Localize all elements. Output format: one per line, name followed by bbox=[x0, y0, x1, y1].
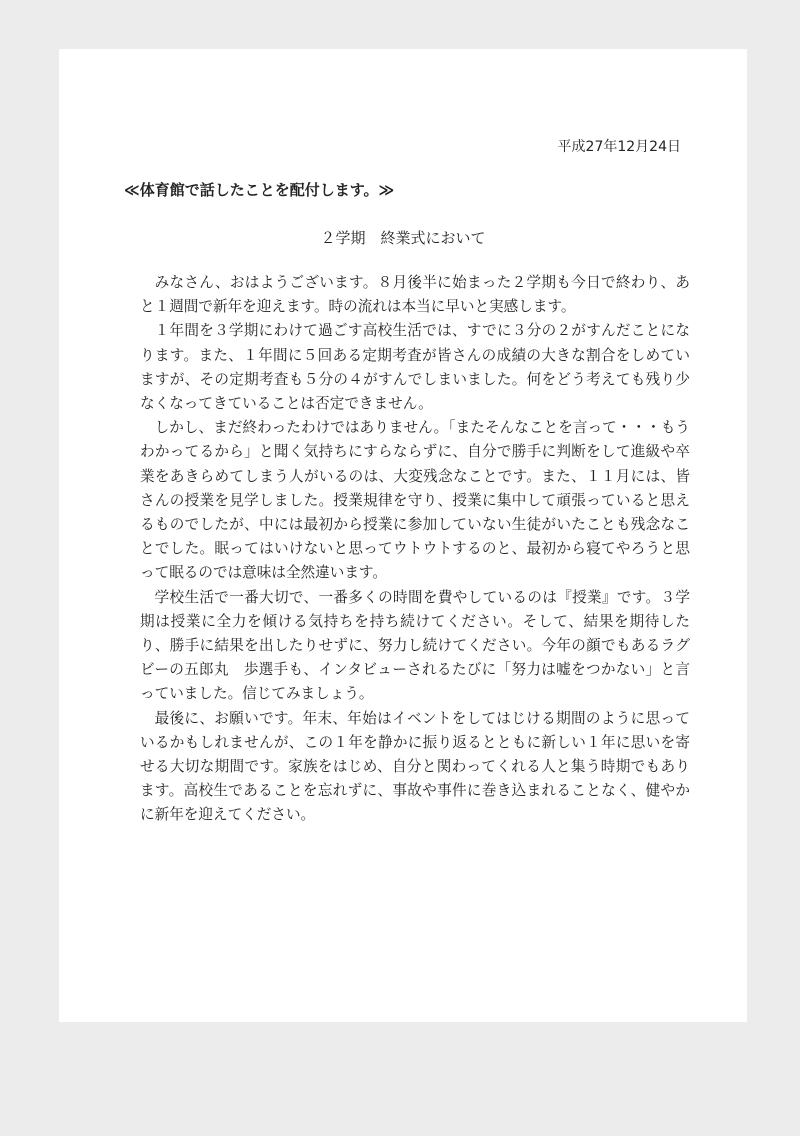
document-title: ２学期 終業式において bbox=[320, 229, 486, 247]
document-page bbox=[59, 49, 747, 1022]
document-heading: ≪体育館で話したことを配付します。≫ bbox=[124, 181, 395, 199]
paragraph-not-over: しかし、まだ終わったわけではありません。「またそんなことを言って・・・もうわかってるから」と聞く気持ちにすらならずに、自分で勝手に判断をして進級や卒業をあきらめてしまう人がいるのは、大変残念なことです。また、１１月には、皆さんの授業を見学しました。授業規律を守り、授業に集中して頑張っていると思えるものでしたが、中には最初から授業に参加していない生徒がいたことも残念なことでした。眠ってはいけないと思ってウトウトするのと、最初から寝てやろうと思って眠るのでは意味は全然違います。 bbox=[140, 419, 690, 582]
paragraph-classes: 学校生活で一番大切で、一番多くの時間を費やしているのは『授業』です。３学期は授業に全力を傾ける気持ちを持ち続けてください。そして、結果を期待したり、勝手に結果を出したりせずに、努力し続けてください。今年の顔でもあるラグビーの五郎丸 歩選手も、インタビューされるたびに「努力は嘘をつかない」と言っていました。信じてみましょう。 bbox=[140, 588, 690, 703]
paragraph-school-year: １年間を３学期にわけて過ごす高校生活では、すでに３分の２がすんだことになります。また、１年間に５回ある定期考査が皆さんの成績の大きな割合をしめていますが、その定期考査も５分の４がすんでしまいました。何をどう考えても残り少なくなってきていることは否定できません。 bbox=[140, 322, 690, 413]
paragraph-greeting: みなさん、おはようございます。８月後半に始まった２学期も今日で終わり、あと１週間で新年を迎えます。時の流れは本当に早いと実感します。 bbox=[140, 274, 690, 316]
paragraph-request: 最後に、お願いです。年末、年始はイベントをしてはじける期間のように思っているかもしれませんが、この１年を静かに振り返るとともに新しい１年に思いを寄せる大切な期間です。家族をはじめ、自分と関わってくれる人と集う時期でもあります。高校生であることを忘れずに、事故や事件に巻き込まれることなく、健やかに新年を迎えてください。 bbox=[140, 709, 690, 824]
document-body bbox=[140, 271, 690, 828]
document-date: 平成27年12月24日 bbox=[557, 139, 681, 155]
